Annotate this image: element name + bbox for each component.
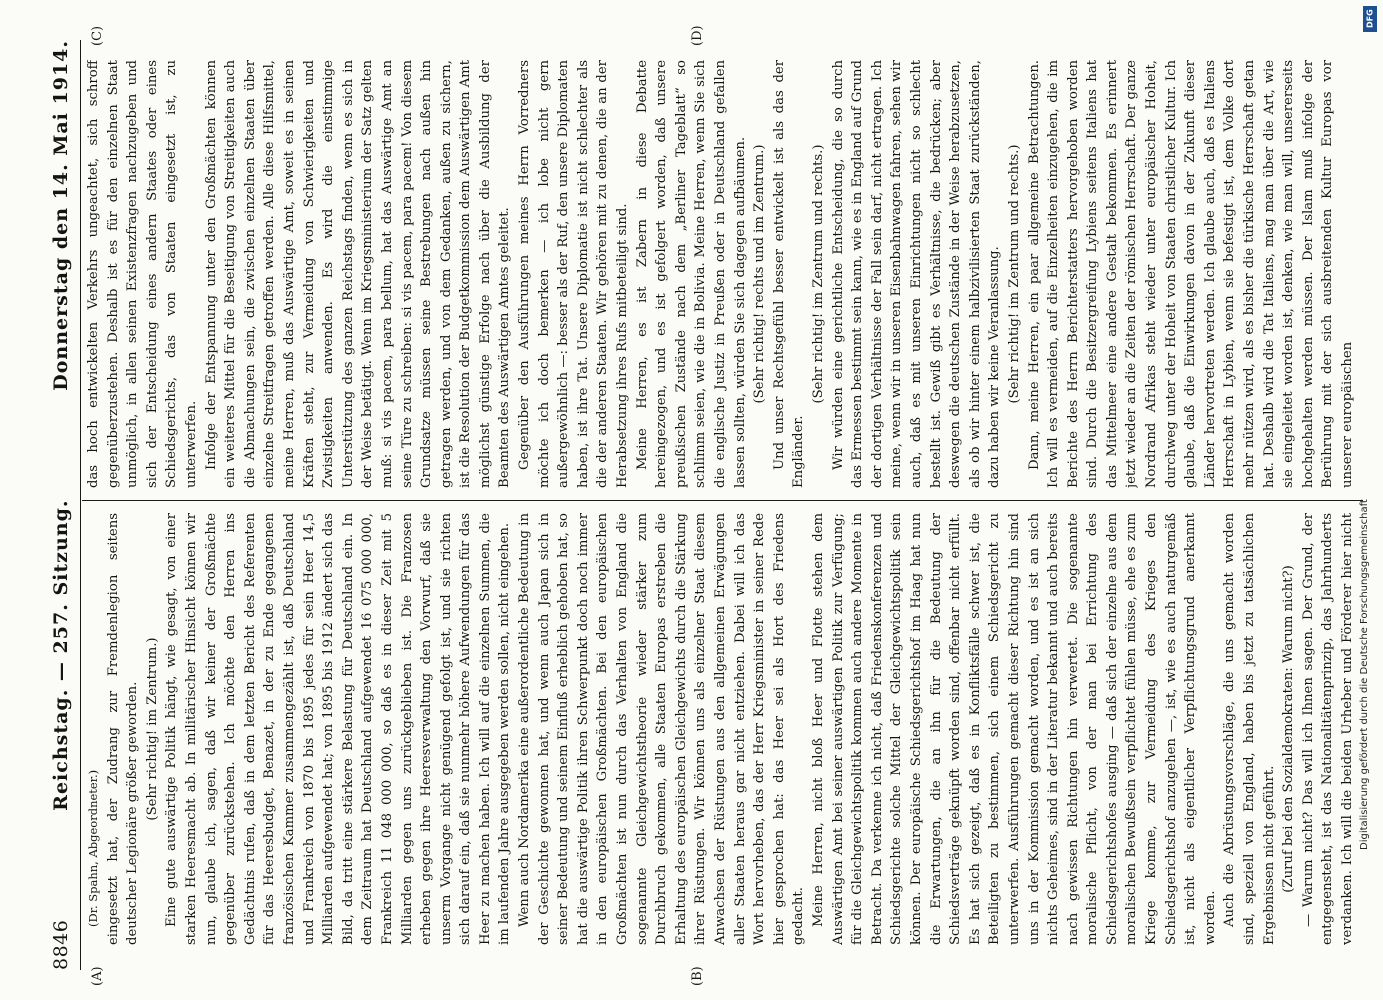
paragraph: Eine gute auswärtige Politik hängt, wie gesagt, von einer starken Heeresmacht ab. In militärischer Hinsicht können wir nun, glaube ich, sagen, daß wir keiner der Großmächte gegenüber zurückstehen. Ich möchte den Herren ins Gedächtnis rufen, daß in dem letzten Bericht des Referenten für das Heeresbudget, Benazet, in der zu Ende gegangenen französischen Kammer zusammengezählt ist, daß Deutschland und Frankreich von 1870 bis 1895 jedes für sein Heer 14,5 Milliarden aufgewendet hat; von 1895 bis 1912 ändert sich das Bild, da tritt eine stärkere Belastung für Deutschland ein. In dem Zeitraum hat Deutschland aufgewendet 16 075 000 000, Frankreich 11 048 000 000, so daß es in dieser Zeit mit 5 Milliarden gegen uns zurückgeblieben ist. Die Franzosen erheben gegen ihre Heeresverwaltung den Vorwurf, daß sie unserm Vorgange nicht genügend gefolgt ist, und sie richten sich darauf ein, daß sie nunmehr höhere Aufwendungen für das Heer zu machen haben. Ich will auf die einzelnen Summen, die im laufenden Jahre ausgegeben werden sollen, nicht eingehen. (164, 513, 513, 945)
margin-marker-a: (A) (90, 966, 105, 986)
running-header (44, 40, 78, 970)
dfg-logo: DFG (1363, 6, 1377, 32)
paragraph: (Sehr richtig! im Zentrum und rechts.) (810, 144, 826, 404)
header-rule (80, 40, 81, 970)
paragraph: Auch die Abrüstungsvorschläge, die uns gemacht worden sind, speziell von England, haben bis jetzt zu tatsächlichen Ergebnissen nicht geführt. (1222, 513, 1277, 945)
paragraph: Und unser Rechtsgefühl besser entwickelt ist als das der Engländer. (771, 60, 807, 488)
paragraph: Meine Herren, nicht bloß Heer und Flotte stehen dem Auswärtigen Amt bei seiner auswärtigen Politik zur Verfügung; für die Gleichgewichtspolitik kommen auch andere Momente in Betracht. Da verkenne ich nicht, daß Friedenskonferenzen und Schiedsgerichte solche Mittel der Gleichgewichtspolitik sein können. Der europäische Schiedsgerichtshof im Haag hat nun die Erwartungen, die an ihn für die Bedeutung der Schiedsverträge geknüpft worden sind, offenbar nicht erfüllt. Es hat sich gezeigt, daß es in Konfliktsfälle schwer ist, die Beteiligten zu bestimmen, sich einem Schiedsgericht zu unterwerfen. Ausführungen gemacht dieser Richtung hin sind uns in der Kommission gemacht worden, und es ist an sich nichts Geheimes, sind in der Literatur bekannt und auch bereits nach gewissen Richtungen hin verwertet. Die sogenannte moralische Pflicht, von der man bei Errichtung des Schiedsgerichtshofes ausging — daß sich der einzelne aus dem moralischen Bewußtsein verpflichtet fühlen müsse, ehe es zum Kriege komme, zur Vermeidung des Krieges den Schiedsgerichtshof anzugehen —, ist, wie es auch naturgemäß ist, nicht als eigentlicher Verpflichtungsgrund anerkannt worden. (810, 513, 1218, 945)
paragraph: Gegenüber den Ausführungen meines Herrn Vorredners möchte ich doch bemerken — ich lobe nicht gern außergewöhnlich —: besser als der Ruf, den unsere Diplomaten haben, ist ihre Tat. Unsere Diplomatie ist nicht schlechter als die der anderen Staaten. Wir gehören mit zu denen, die an der Herabsetzung ihres Rufs mitbeteiligt sind. (517, 60, 631, 488)
paragraph: Meine Herren, es ist Zabern in diese Debatte hereingezogen, und es ist gefolgert worden, daß unsere preußischen Zustände nach dem „Berliner Tageblatt“ so schlimm seien, wie die in Bolivia. Meine Herren, wenn Sie sich die englische Justiz in Preußen oder in Deutschland gefallen lassen sollten, würden Sie sich dagegen aufbäumen. (634, 60, 748, 488)
paragraph: Infolge der Entspannung unter den Großmächten können ein weiteres Mittel für die Beseitigung von Streitigkeiten auch die Abmachungen sein, die zwischen einzelnen Staaten über einzelne Streitfragen getroffen werden. Alle diese Hilfsmittel, meine Herren, muß das Auswärtige Amt, soweit es in seinen Kräften steht, zur Vermeidung von Schwierigkeiten und Zwistigkeiten anwenden. Es wird die einstimmige Unterstützung des ganzen Reichstags finden, wenn es sich in der Weise betätigt. Wenn im Kriegsministerium der Satz gelten muß: si vis pacem, para bellum, hat das Auswärtige Amt an seine Türe zu schreiben: si vis pacem, para pacem! Von diesem Grundsatze müssen seine Bestrebungen nach außen hin getragen werden, und von dem Gedanken, außen zu sichern, ist die Resolution der Budgetkommission dem Auswärtigen Amt möglichst günstige Erfolge nach über die Ausbildung der Beamten des Auswärtigen Amtes geleitet. (203, 60, 513, 488)
margin-marker-c: (C) (90, 25, 105, 46)
paragraph: (Zuruf bei den Sozialdemokraten: Warum nicht?) (1281, 565, 1297, 893)
paragraph: Wir würden eine gerichtliche Entscheidung, die so durch das Ermessen bestimmt sein kann, wie es in England auf Grund der dortigen Verhältnisse der Fall sein darf, nicht ertragen. Ich meine, wenn wir in unseren Eisenbahnwagen fahren, sehen wir auch, daß es mit unseren Einrichtungen nicht so schlecht bestellt ist. Gewiß gibt es Verhältnisse, die bedrücken; aber deswegen die deutschen Zustände in der Weise herabzusetzen, als ob wir hinter einem halbzivilisierten Staat zurückständen, dazu haben wir keine Veranlassung. (830, 60, 1003, 488)
paragraph: (Sehr richtig! im Zentrum.) (144, 637, 160, 821)
margin-marker-d: (D) (690, 25, 705, 46)
left-running-head: Reichstag. — 257. Sitzung. (50, 499, 72, 811)
left-text-column (84, 513, 1359, 945)
paragraph: eingesetzt hat, der Zudrang zur Fremdenlegion seitens deutscher Legionäre größer geworden. (105, 513, 141, 945)
page-number: 8846 (50, 919, 72, 970)
paragraph: (Dr. Spahn, Abgeordneter.) (86, 769, 100, 927)
right-running-head: Donnerstag den 14. Mai 1914. (50, 40, 72, 391)
paragraph: Wenn auch Nordamerika eine außerordentliche Bedeutung in der Geschichte gewonnen hat, und wenn auch Japan sich in seiner Bedeutung und seinem Einfluß erheblich gehoben hat, so hat die auswärtige Politik ihren Schwerpunkt doch noch immer in den europäischen Großmächten. Bei den europäischen Großmächten ist nun durch das Verhalten von England die sogenannte Gleichgewichtstheorie wieder stärker zum Durchbruch gekommen, alle Staaten Europas erstreben die Erhaltung des europäischen Gleichgewichts durch die Stärkung ihrer Rüstungen. Wir können uns als einzelner Staat diesem Anwachsen der Rüstungen aus den allgemeinen Erwägungen aller Staaten heraus gar nicht entziehen. Dabei will ich das Wort hervorheben, das der Herr Kriegsminister in seiner Rede hier gesprochen hat: das Heer sei als Hort des Friedens gedacht. (517, 513, 807, 945)
margin-marker-b: (B) (690, 966, 705, 986)
digitization-credit: Digitalisierung gefördert durch die Deutsche Forschungsgemeinschaft (1359, 499, 1370, 850)
paragraph: (Sehr richtig! rechts und im Zentrum.) (752, 144, 768, 404)
paragraph: — Warum nicht? Das will ich Ihnen sagen. Der Grund, der entgegensteht, ist das Nationalitätenprinzip, das Jahrhunderts verdanken. Ich will die beiden Urheber und Förderer hier nicht (1300, 513, 1355, 945)
paragraph: das hoch entwickelten Verkehrs ungeachtet, sich schroff gegenüberzustehen. Deshalb ist es für den einzelnen Staat unmöglich, in allen seinen Existenzfragen nachzugeben und sich der Entscheidung eines andern Staates oder eines Schiedsgerichts, das von Staaten eingesetzt ist, zu unterwerfen. (86, 60, 199, 488)
column-divider (82, 500, 1363, 501)
paragraph: Dann, meine Herren, ein paar allgemeine Betrachtungen. Ich will es vermeiden, auf die Einzelheiten einzugehen, die im Berichte des Herrn Berichterstatters hervorgehoben worden sind. Durch die Besitzergreifung Lybiens seitens Italiens hat das Mittelmeer eine andere Gestalt bekommen. Es erinnert jetzt wieder an die Zeiten der römischen Herrschaft. Der ganze Nordrand Afrikas steht wieder unter europäischer Hoheit, durchweg unter der Hoheit von Staaten christlicher Kultur. Ich glaube, daß die Einwirkungen davon in der Zukunft dieser Länder hervortreten werden. Ich glaube auch, daß es Italiens Herrschaft in Lybien, wenn sie befestigt ist, dem Volke dort mehr nützen wird, als es bisher die türkische Herrschaft getan hat. Deshalb wird die Tat Italiens, mag man über die Art, wie sie eingeleitet worden ist, denken, wie man will, unsererseits hochgehalten werden müssen. Der Islam muß infolge der Berührung mit der sich ausbreitenden Kultur Europas vor unserer europäischen (1026, 60, 1355, 488)
right-text-column (84, 60, 1359, 488)
paragraph: (Sehr richtig! im Zentrum und rechts.) (1006, 144, 1022, 404)
